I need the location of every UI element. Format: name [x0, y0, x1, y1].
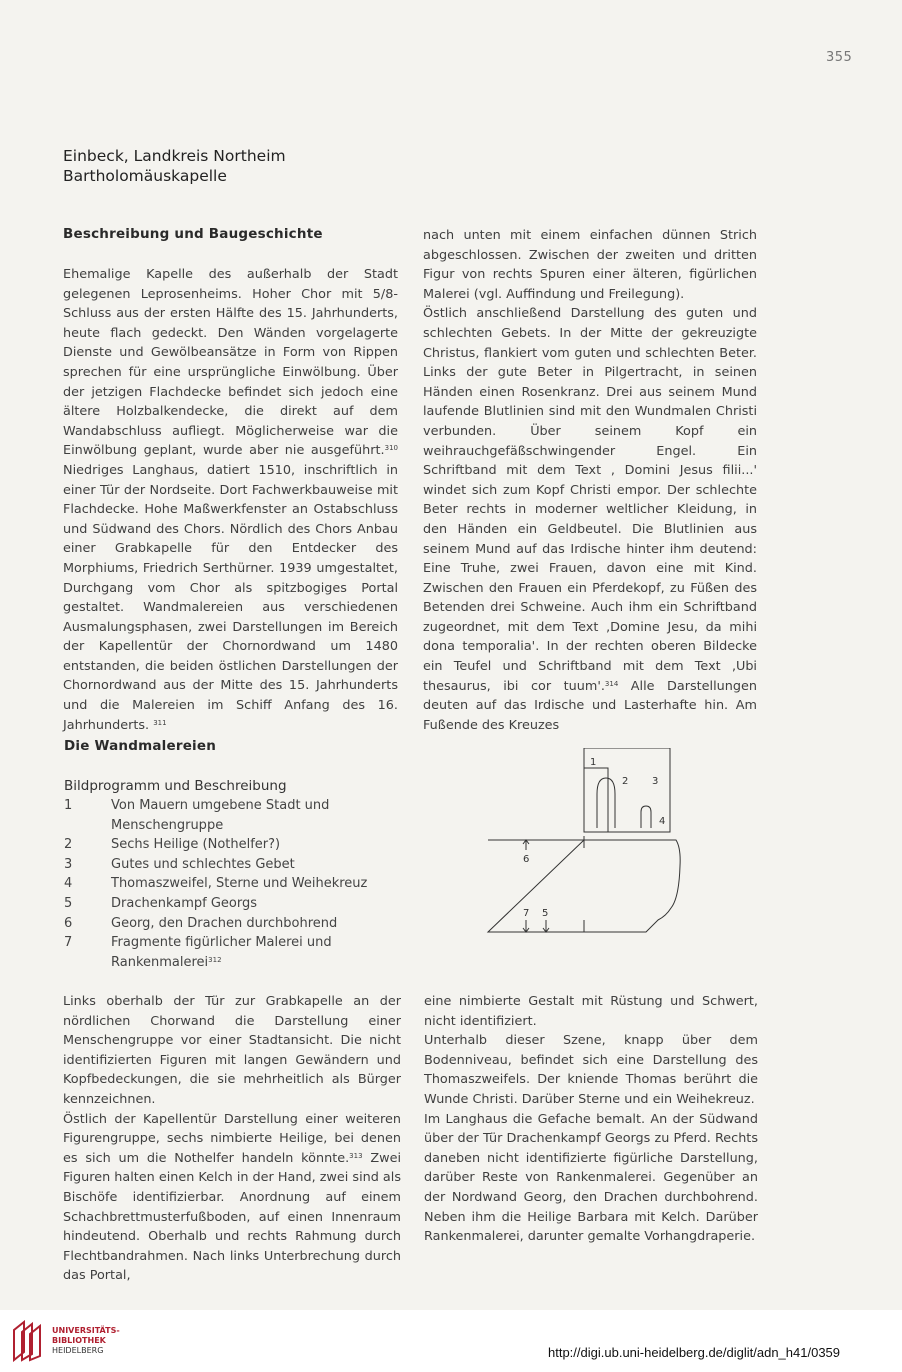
- chapel-partition: [584, 768, 608, 832]
- section-title-beschreibung: Beschreibung und Baugeschichte: [63, 226, 323, 242]
- title-line-1: Einbeck, Landkreis Northeim: [63, 147, 286, 165]
- footnote-ref: 311: [153, 718, 167, 727]
- list-item: 3 Gutes und schlechtes Gebet: [64, 856, 295, 872]
- portal-arch-icon: [597, 778, 615, 828]
- source-url-link[interactable]: http://digi.ub.uni-heidelberg.de/diglit/adn_h41/0359: [548, 1345, 841, 1360]
- page-number: 355: [826, 50, 853, 65]
- title-line-2: Bartholomäuskapelle: [63, 167, 227, 185]
- list-item: 2 Sechs Heilige (Nothelfer?): [64, 837, 281, 853]
- footnote-ref: 310: [384, 444, 398, 453]
- paragraph: Links oberhalb der Tür zur Grabkapelle an der nördlichen Chorwand die Darstellung einer Menschengruppe vor einer Stadtansicht. Die nicht identifizierten Figuren mit langen Gewändern und Kopfbedeckungen, die sie mehrheitlich als Bürger kennzeichnen.: [63, 994, 401, 1107]
- arrow-7: [523, 920, 529, 932]
- footnote-ref: 313: [349, 1151, 363, 1160]
- list-item: 5 Drachenkampf Georgs: [64, 895, 258, 911]
- body-column-right-top: [423, 226, 757, 735]
- paragraph: Östlich der Kapellentür Darstellung einer weiteren Figurengruppe, sechs nimbierte Heilige, bei denen es sich um die Nothelfer handeln könnte.$^{313}$ Zwei Figuren halten einen Kelch in der Hand, zwei sind als Bischöfe identifizierbar. Anordnung auf einem Schachbrettmusterfußboden, auf einen Innenraum hindeutend. Oberhalb und rechts Rahmung durch Flechtbandrahmen. Nach links Unterbrechung durch das Portal,: [63, 1111, 401, 1284]
- paragraph: Unterhalb dieser Szene, knapp über dem Bodenniveau, befindet sich eine Darstellung des Thomaszweifels. Der kniende Thomas berührt die Wunde Christi. Darüber Sterne und ein Weihekreuz.: [424, 1033, 758, 1107]
- footnote-ref: 314: [604, 679, 619, 688]
- list-item: 7 Fragmente figürlicher Malerei und Rankenmalerei$^{312}$: [64, 935, 332, 970]
- section-title-wandmalereien: Die Wandmalereien: [64, 738, 217, 754]
- body-column-left-bottom: [63, 992, 401, 1286]
- subheading: Bildprogramm und Beschreibung: [64, 778, 287, 794]
- plan-label: 6: [523, 854, 530, 865]
- door-niche-icon: [641, 806, 651, 828]
- arrow-5: [543, 920, 549, 932]
- plan-label: 2: [622, 776, 629, 787]
- plan-label: 7: [523, 908, 530, 919]
- footer-bar: [0, 1310, 902, 1372]
- paragraph: eine nimbierte Gestalt mit Rüstung und Schwert, nicht identifiziert.: [424, 994, 758, 1029]
- plan-label: 1: [590, 757, 597, 768]
- library-name: UNIVERSITÄTS- BIBLIOTHEK HEIDELBERG: [52, 1326, 120, 1355]
- list-item: 4 Thomaszweifel, Sterne und Weihekreuz: [64, 876, 368, 892]
- plan-label: 3: [652, 776, 659, 787]
- paragraph: Ehemalige Kapelle des außerhalb der Stadt gelegenen Leprosenheims. Hoher Chor mit 5/8-Schluss aus der ersten Hälfte des 15. Jahrhunderts, heute flach gedeckt. Den Wänden vorgelagerte Dienste und Gewölbeansätze in Form von Rippen sprechen für eine ursprüngliche Einwölbung. Über der jetzigen Flachdecke befindet sich jedoch eine ältere Holzbalkendecke, die direkt auf dem Wandabschluss aufliegt. Möglicherweise war die Einwölbung geplant, wurde aber nie ausgeführt.$^{310}$ Niedriges Langhaus, datiert 1510, inschriftlich in einer Tür der Nordseite. Dort Fachwerkbauweise mit Flachdecke. Hohe Maßwerkfenster an Ostabschluss und Südwand des Chors. Nördlich des Chors Anbau einer Grabkapelle für den Entdecker des Morphiums, Friedrich Serthürner. 1939 umgestaltet, Durchgang vom Chor als spitzbogiges Portal gestaltet. Wandmalereien aus verschiedenen Ausmalungsphasen, zwei Darstellungen im Bereich der Kapellentür der Chornordwand um 1480 entstanden, die beiden östlichen Darstellungen der Chornordwand aus der Mitte des 15. Jahrhunderts und die Malereien im Schiff Anfang des 16. Jahrhunderts. $^{311}$: [63, 267, 398, 733]
- page-title: [63, 146, 286, 186]
- university-library-logo-icon: [10, 1320, 46, 1362]
- picture-program-list: [64, 796, 404, 972]
- paragraph: Östlich anschließend Darstellung des guten und schlechten Gebets. In der Mitte der gekreuzigte Christus, flankiert vom guten und schlechten Beter. Links der gute Beter in Pilgertracht, in seinen Händen einen Rosenkranz. Drei aus seinem Mund laufende Blutlinien sind mit den Wundmalen Christi verbunden. Über seinem Kopf ein weihrauchgefäßschwingender Engel. Ein Schriftband mit dem Text , Domini Jesus filii...' windet sich zum Kopf Christi empor. Der schlechte Beter rechts in moderner weltlicher Kleidung, in den Händen ein Geldbeutel. Die Blutlinien aus seinem Mund auf das Irdische hinter ihm deutend: Eine Truhe, zwei Frauen, davon eine mit Kind. Zwischen den Frauen ein Pferdekopf, zu Füßen des Betenden drei Schweine. Auch ihm ein Schriftband zugeordnet, mit dem Text ‚Domine Jesu, da mihi dona temporalia'. In der rechten oberen Bildecke ein Teufel und Schriftband mit dem Text ‚Ubi thesaurus, ibi cor tuum'.$^{314}$ Alle Darstellungen deuten auf das Irdische und Lasterhafte hin. Am Fußende des Kreuzes: [423, 306, 757, 733]
- footnote-ref: 312: [208, 955, 222, 964]
- nave-outline: [488, 840, 680, 932]
- body-column-left-top: [63, 265, 398, 735]
- list-item: 1 Von Mauern umgebene Stadt und Menschengruppe: [64, 798, 330, 833]
- floor-plan-diagram: [486, 748, 686, 938]
- arrow-6: [523, 840, 529, 850]
- paragraph: Im Langhaus die Gefache bemalt. An der Südwand über der Tür Drachenkampf Georgs zu Pferd. Rechts daneben nicht identifizierte figürliche Darstellung, darüber Reste von Rankenmalerei. Gegenüber an der Nordwand Georg, den Drachen durchbohrend. Neben ihm die Heilige Barbara mit Kelch. Darüber Rankenmalerei, darunter gemalte Vorhangdraperie.: [424, 1111, 758, 1245]
- paragraph: nach unten mit einem einfachen dünnen Strich abgeschlossen. Zwischen der zweiten und dritten Figur von rechts Spuren einer älteren, figürlichen Malerei (vgl. Auffindung und Freilegung).: [423, 228, 757, 302]
- plan-label: 4: [659, 816, 666, 827]
- list-item: 6 Georg, den Drachen durchbohrend: [64, 915, 338, 931]
- body-column-right-bottom: [424, 992, 758, 1247]
- plan-label: 5: [542, 908, 549, 919]
